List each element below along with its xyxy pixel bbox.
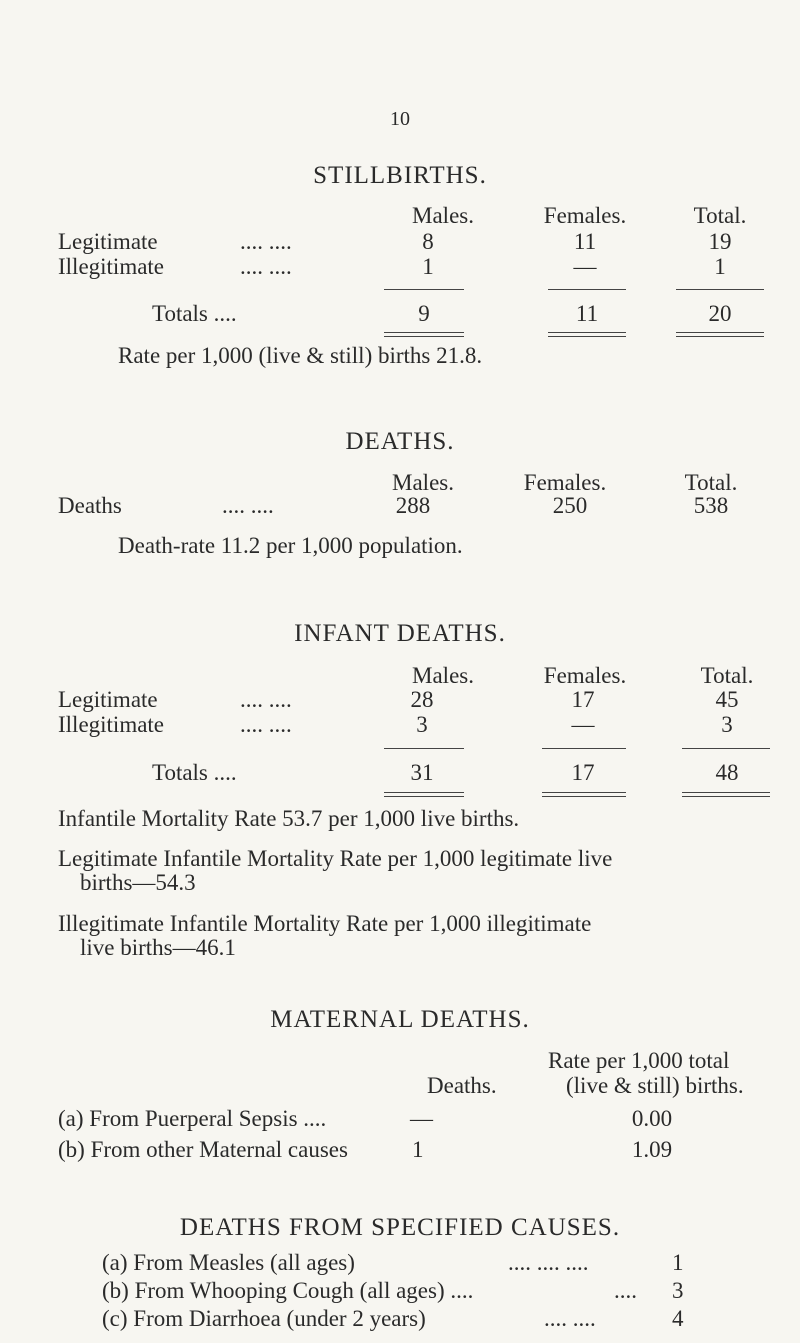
legit-infant-mortality-line2: births—54.3 xyxy=(80,870,196,895)
infant-rule-females xyxy=(542,748,626,749)
infant-dbl-females xyxy=(542,792,626,797)
maternal-rate-header-line1: Rate per 1,000 total xyxy=(548,1048,730,1073)
infant-dbl-total xyxy=(682,792,770,797)
stillbirths-title: STILLBIRTHS. xyxy=(313,162,487,189)
specified-causes-title: DEATHS FROM SPECIFIED CAUSES. xyxy=(179,1214,621,1241)
deaths-header-females: Females. xyxy=(523,470,607,495)
maternal-row-other-rate: 1.09 xyxy=(631,1137,673,1162)
page-number: 10 xyxy=(390,108,410,130)
specified-row-measles-label: (a) From Measles (all ages) xyxy=(102,1250,355,1275)
maternal-deaths-header: Deaths. xyxy=(427,1073,497,1098)
stillbirths-rule-females xyxy=(548,289,626,290)
infant-row-illegitimate-males: 3 xyxy=(416,712,428,737)
stillbirths-dbl-females xyxy=(548,332,626,337)
infant-header-males: Males. xyxy=(412,663,474,688)
stillbirths-row-legitimate-males: 8 xyxy=(422,229,434,254)
deaths-row-dots: .... .... xyxy=(222,493,274,518)
infant-header-total: Total. xyxy=(700,663,754,688)
infant-row-legitimate-males: 28 xyxy=(410,687,434,712)
infant-row-illegitimate-total: 3 xyxy=(721,712,733,737)
stillbirths-row-legitimate-dots: .... .... xyxy=(240,229,292,254)
infant-dbl-males xyxy=(384,792,464,797)
deaths-row-males: 288 xyxy=(395,493,431,518)
infant-totals-label: Totals .... xyxy=(152,760,237,785)
specified-row-whooping-dots: .... xyxy=(614,1278,637,1303)
deaths-header-total: Total. xyxy=(684,470,738,495)
infant-rule-total xyxy=(682,748,770,749)
deaths-row-females: 250 xyxy=(552,493,588,518)
infant-totals-males: 31 xyxy=(410,760,434,785)
stillbirths-totals-label: Totals .... xyxy=(152,301,237,326)
stillbirths-totals-females: 11 xyxy=(575,301,599,326)
infant-mortality-rate: Infantile Mortality Rate 53.7 per 1,000 live births. xyxy=(58,806,520,831)
legit-infant-mortality-line1: Legitimate Infantile Mortality Rate per 1,000 legitimate live xyxy=(58,846,613,871)
infant-row-illegitimate-dots: .... .... xyxy=(240,712,292,737)
maternal-row-puerperal-rate: 0.00 xyxy=(631,1106,673,1131)
infant-row-legitimate-label: Legitimate xyxy=(58,687,158,712)
stillbirths-row-illegitimate-males: 1 xyxy=(422,254,434,279)
infant-header-females: Females. xyxy=(543,663,627,688)
specified-row-whooping-value: 3 xyxy=(672,1278,684,1303)
stillbirths-header-females: Females. xyxy=(543,203,627,228)
maternal-deaths-title: MATERNAL DEATHS. xyxy=(270,1006,530,1033)
stillbirths-row-illegitimate-dots: .... .... xyxy=(240,254,292,279)
specified-row-diarrhoea-value: 4 xyxy=(672,1306,684,1331)
stillbirths-rule-total xyxy=(676,289,764,290)
maternal-row-other-label: (b) From other Maternal causes xyxy=(58,1137,348,1162)
stillbirths-row-illegitimate-females: — xyxy=(573,254,597,279)
specified-row-diarrhoea-label: (c) From Diarrhoea (under 2 years) xyxy=(102,1306,426,1331)
stillbirths-header-total: Total. xyxy=(693,203,747,228)
infant-row-legitimate-females: 17 xyxy=(571,687,595,712)
deaths-title: DEATHS. xyxy=(345,428,455,455)
stillbirths-totals-males: 9 xyxy=(418,301,430,326)
illegit-infant-mortality-line1: Illegitimate Infantile Mortality Rate per 1,000 illegitimate xyxy=(58,911,592,936)
deaths-row-total: 538 xyxy=(693,493,729,518)
deaths-rate: Death-rate 11.2 per 1,000 population. xyxy=(118,533,463,558)
specified-row-measles-dots: .... .... .... xyxy=(508,1250,589,1275)
stillbirths-dbl-males xyxy=(384,332,464,337)
stillbirths-rate: Rate per 1,000 (live & still) births 21.8. xyxy=(118,343,483,368)
specified-row-whooping-label: (b) From Whooping Cough (all ages) .... xyxy=(102,1278,474,1303)
maternal-rate-header-line2: (live & still) births. xyxy=(566,1073,744,1098)
maternal-row-puerperal-deaths: — xyxy=(410,1106,433,1131)
illegit-infant-mortality-line2: live births—46.1 xyxy=(80,935,236,960)
specified-row-measles-value: 1 xyxy=(672,1250,684,1275)
stillbirths-row-illegitimate-total: 1 xyxy=(714,254,726,279)
infant-row-legitimate-total: 45 xyxy=(715,687,739,712)
maternal-row-puerperal-label: (a) From Puerperal Sepsis .... xyxy=(58,1106,327,1131)
infant-totals-females: 17 xyxy=(571,760,595,785)
stillbirths-row-legitimate-total: 19 xyxy=(708,229,732,254)
deaths-header-males: Males. xyxy=(392,470,454,495)
stillbirths-row-legitimate-females: 11 xyxy=(573,229,597,254)
stillbirths-header-males: Males. xyxy=(412,203,474,228)
infant-row-illegitimate-label: Illegitimate xyxy=(58,712,165,737)
infant-row-legitimate-dots: .... .... xyxy=(240,687,292,712)
infant-deaths-title: INFANT DEATHS. xyxy=(294,620,506,647)
stillbirths-dbl-total xyxy=(676,332,764,337)
stillbirths-totals-total: 20 xyxy=(708,301,732,326)
infant-totals-total: 48 xyxy=(715,760,739,785)
stillbirths-row-illegitimate-label: Illegitimate xyxy=(58,254,165,279)
stillbirths-row-legitimate-label: Legitimate xyxy=(58,229,158,254)
infant-row-illegitimate-females: — xyxy=(571,712,595,737)
deaths-row-label: Deaths xyxy=(58,493,122,518)
infant-rule-males xyxy=(384,748,464,749)
specified-row-diarrhoea-dots: .... .... xyxy=(544,1306,596,1331)
maternal-row-other-deaths: 1 xyxy=(412,1137,424,1162)
stillbirths-rule-males xyxy=(384,289,464,290)
